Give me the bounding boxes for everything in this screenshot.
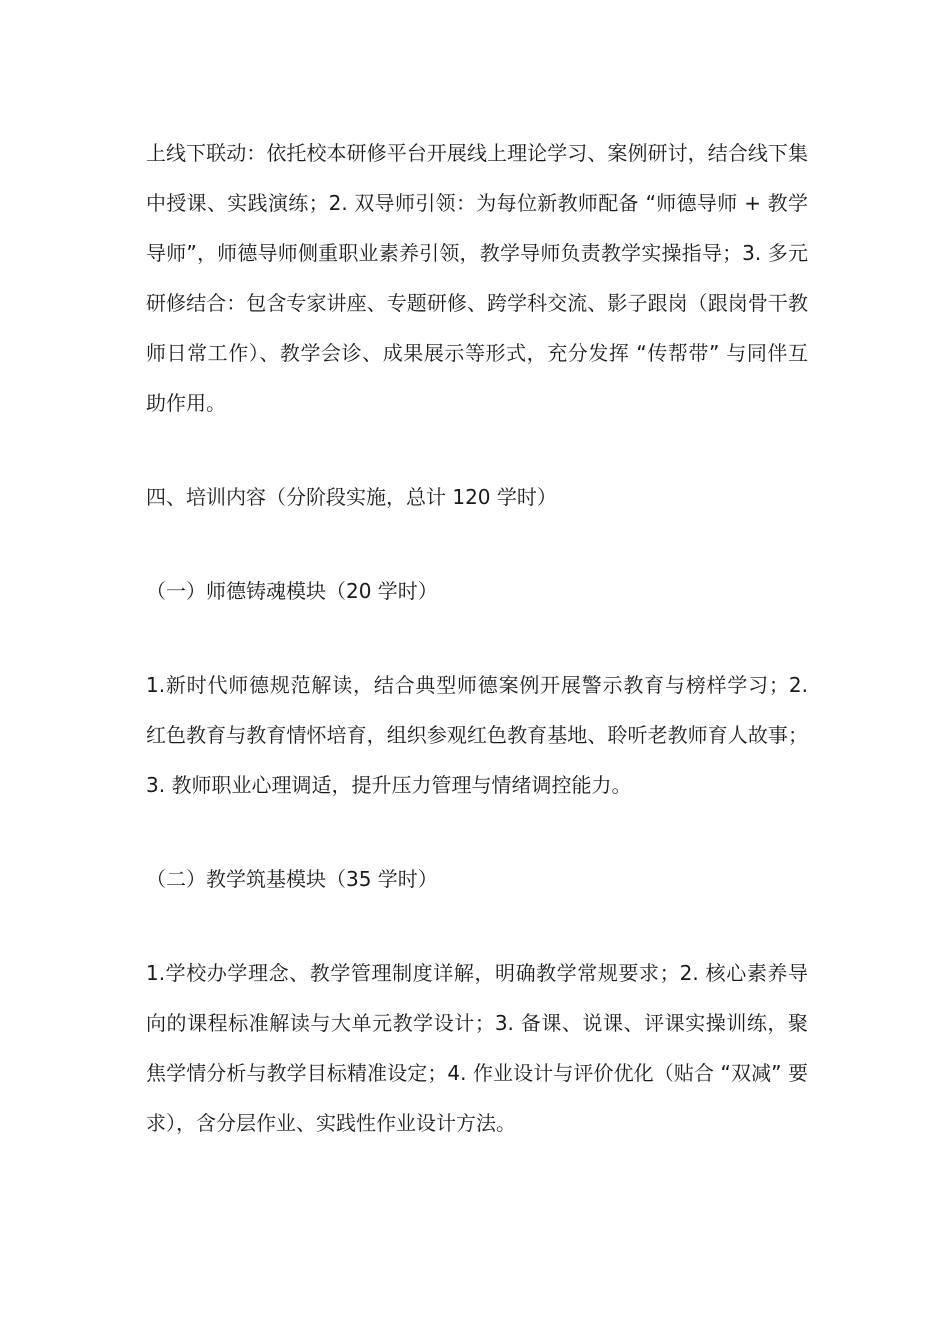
- paragraph-spacer: [146, 810, 808, 854]
- paragraph-spacer: [146, 428, 808, 472]
- module-heading-ethics: （一）师德铸魂模块（20 学时）: [146, 579, 438, 603]
- paragraph-ethics-module: 1.新时代师德规范解读，结合典型师德案例开展警示教育与榜样学习；2. 红色教育与教育情怀培育，组织参观红色教育基地、聆听老教师育人故事；3. 教师职业心理调适，提升压力管理与情绪调控能力。: [146, 673, 808, 797]
- paragraph-training-methods: 上线下联动：依托校本研修平台开展线上理论学习、案例研讨，结合线下集中授课、实践演练；2. 双导师引领：为每位新教师配备 “师德导师 + 教学导师”，师德导师侧重职业素养引领，教学导师负责教学实操指导；3. 多元研修结合：包含专家讲座、专题研修、跨学科交流、影子跟岗（跟岗骨干教师日常工作）、教学会诊、成果展示等形式，充分发挥 “传帮带” 与同伴互助作用。: [146, 141, 808, 415]
- section-heading-training-content: 四、培训内容（分阶段实施，总计 120 学时）: [146, 485, 557, 509]
- paragraph-spacer: [146, 616, 808, 660]
- document-body: [146, 128, 808, 1148]
- paragraph-teaching-module: 1.学校办学理念、教学管理制度详解，明确教学常规要求；2. 核心素养导向的课程标准解读与大单元教学设计；3. 备课、说课、评课实操训练，聚焦学情分析与教学目标精准设定；4. 作业设计与评价优化（贴合 “双减” 要求），含分层作业、实践性作业设计方法。: [146, 961, 808, 1135]
- module-heading-teaching: （二）教学筑基模块（35 学时）: [146, 867, 438, 891]
- paragraph-spacer: [146, 904, 808, 948]
- paragraph-spacer: [146, 522, 808, 566]
